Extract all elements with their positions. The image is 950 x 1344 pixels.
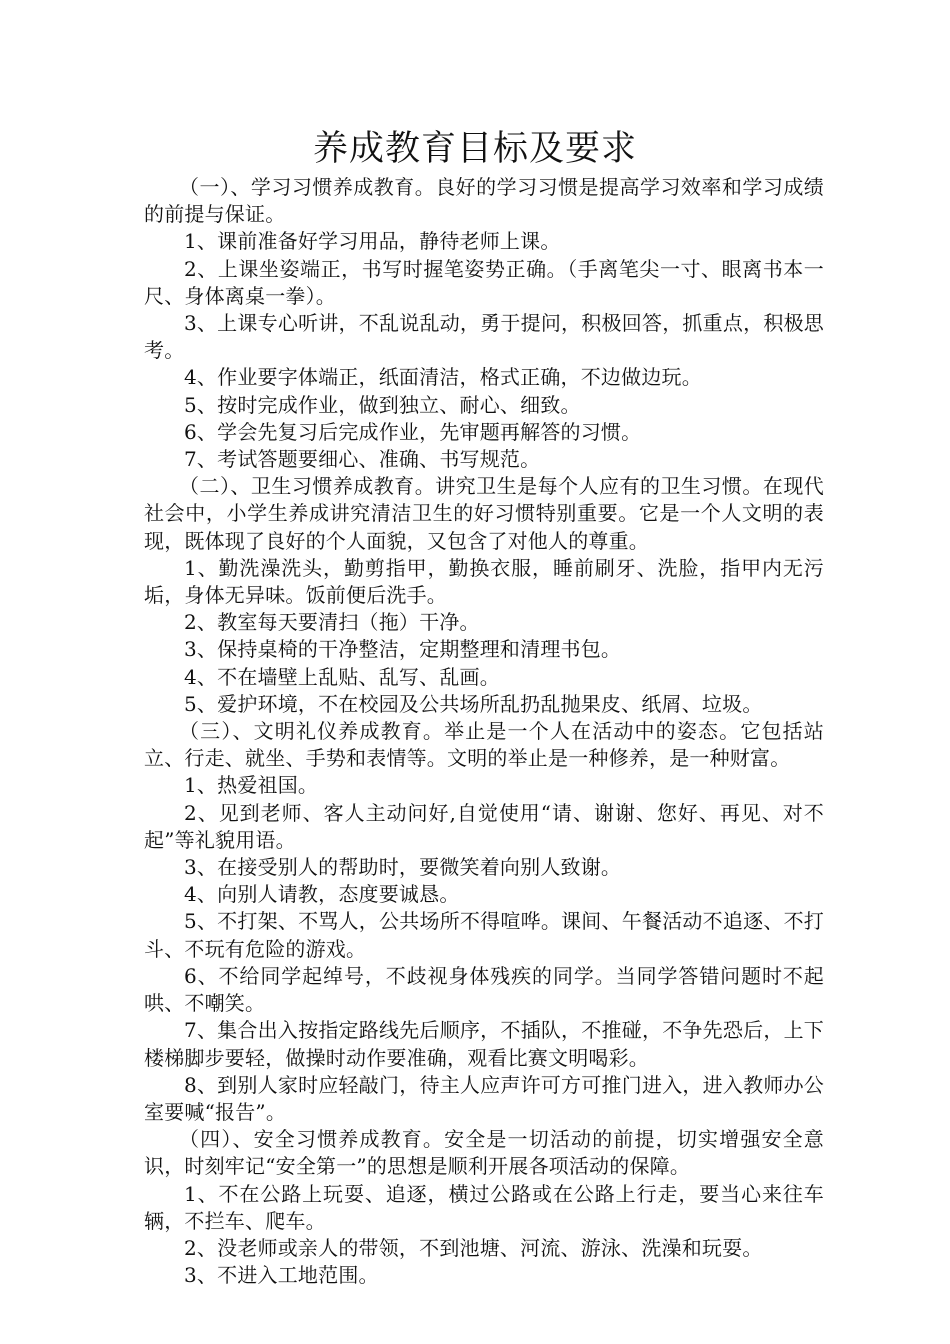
list-item-paragraph: 5、按时完成作业，做到独立、耐心、细致。 (184, 392, 581, 417)
list-item-paragraph: 1、不在公路上玩耍、追逐，横过公路或在公路上行走，要当心来往车辆，不拦车、爬车。 (144, 1181, 824, 1233)
list-item-paragraph: 8、到别人家时应轻敲门，待主人应声许可方可推门进入，进入教师办公室要喊“报告”。 (144, 1072, 824, 1124)
list-item-paragraph: 2、上课坐姿端正，书写时握笔姿势正确。（手离笔尖一寸、眼离书本一尺、身体离桌一拳）。 (144, 256, 824, 308)
list-item-paragraph: 1、课前准备好学习用品，静待老师上课。 (184, 229, 561, 254)
list-item-paragraph: 5、不打架、不骂人，公共场所不得喧哗。课间、午餐活动不追逐、不打斗、不玩有危险的游戏。 (144, 909, 824, 961)
document-body (144, 174, 824, 1289)
section-heading-paragraph: （一）、学习习惯养成教育。良好的学习习惯是提高学习效率和学习成绩的前提与保证。 (144, 175, 824, 227)
list-item-paragraph: 7、集合出入按指定路线先后顺序，不插队，不推碰，不争先恐后，上下楼梯脚步要轻，做操时动作要准确，观看比赛文明喝彩。 (144, 1018, 824, 1070)
list-item-paragraph: 7、考试答题要细心、准确、书写规范。 (184, 447, 541, 472)
list-item-paragraph: 1、勤洗澡洗头，勤剪指甲，勤换衣服，睡前刷牙、洗脸，指甲内无污垢，身体无异味。饭前便后洗手。 (144, 555, 824, 608)
list-item-paragraph: 3、不进入工地范围。 (184, 1263, 379, 1288)
list-item-paragraph: 2、没老师或亲人的带领，不到池塘、河流、游泳、洗澡和玩耍。 (184, 1235, 763, 1260)
list-item-paragraph: 2、见到老师、客人主动问好,自觉使用“请、谢谢、您好、再见、对不起”等礼貌用语。 (144, 800, 824, 852)
list-item-paragraph: 3、保持桌椅的干净整洁，定期整理和清理书包。 (184, 637, 622, 662)
section-heading-paragraph: （二）、卫生习惯养成教育。讲究卫生是每个人应有的卫生习惯。在现代社会中，小学生养成讲究清洁卫生的好习惯特别重要。它是一个人文明的表现，既体现了良好的个人面貌，又包含了对他人的尊重。 (144, 474, 824, 553)
list-item-paragraph: 3、上课专心听讲，不乱说乱动，勇于提问，积极回答，抓重点，积极思考。 (144, 311, 824, 363)
list-item-paragraph: 4、向别人请教，态度要诚恳。 (184, 882, 460, 907)
list-item-paragraph: 2、教室每天要清扫（拖）干净。 (184, 610, 480, 635)
document-title: 养成教育目标及要求 (312, 129, 637, 169)
list-item-paragraph: 3、在接受别人的帮助时，要微笑着向别人致谢。 (184, 855, 622, 880)
section-heading-paragraph: （四）、安全习惯养成教育。安全是一切活动的前提，切实增强安全意识，时刻牢记“安全第一”的思想是顺利开展各项活动的保障。 (144, 1127, 824, 1179)
list-item-paragraph: 5、爱护环境，不在校园及公共场所乱扔乱抛果皮、纸屑、垃圾。 (184, 691, 763, 716)
section-heading-paragraph: （三）、文明礼仪养成教育。举止是一个人在活动中的姿态。它包括站立、行走、就坐、手势和表情等。文明的举止是一种修养，是一种财富。 (144, 719, 824, 771)
list-item-paragraph: 1、热爱祖国。 (184, 773, 319, 798)
list-item-paragraph: 6、不给同学起绰号，不歧视身体残疾的同学。当同学答错问题时不起哄、不嘲笑。 (144, 963, 824, 1016)
list-item-paragraph: 4、作业要字体端正，纸面清洁，格式正确，不边做边玩。 (184, 365, 702, 390)
list-item-paragraph: 4、不在墙壁上乱贴、乱写、乱画。 (184, 664, 500, 689)
list-item-paragraph: 6、学会先复习后完成作业，先审题再解答的习惯。 (184, 419, 642, 444)
